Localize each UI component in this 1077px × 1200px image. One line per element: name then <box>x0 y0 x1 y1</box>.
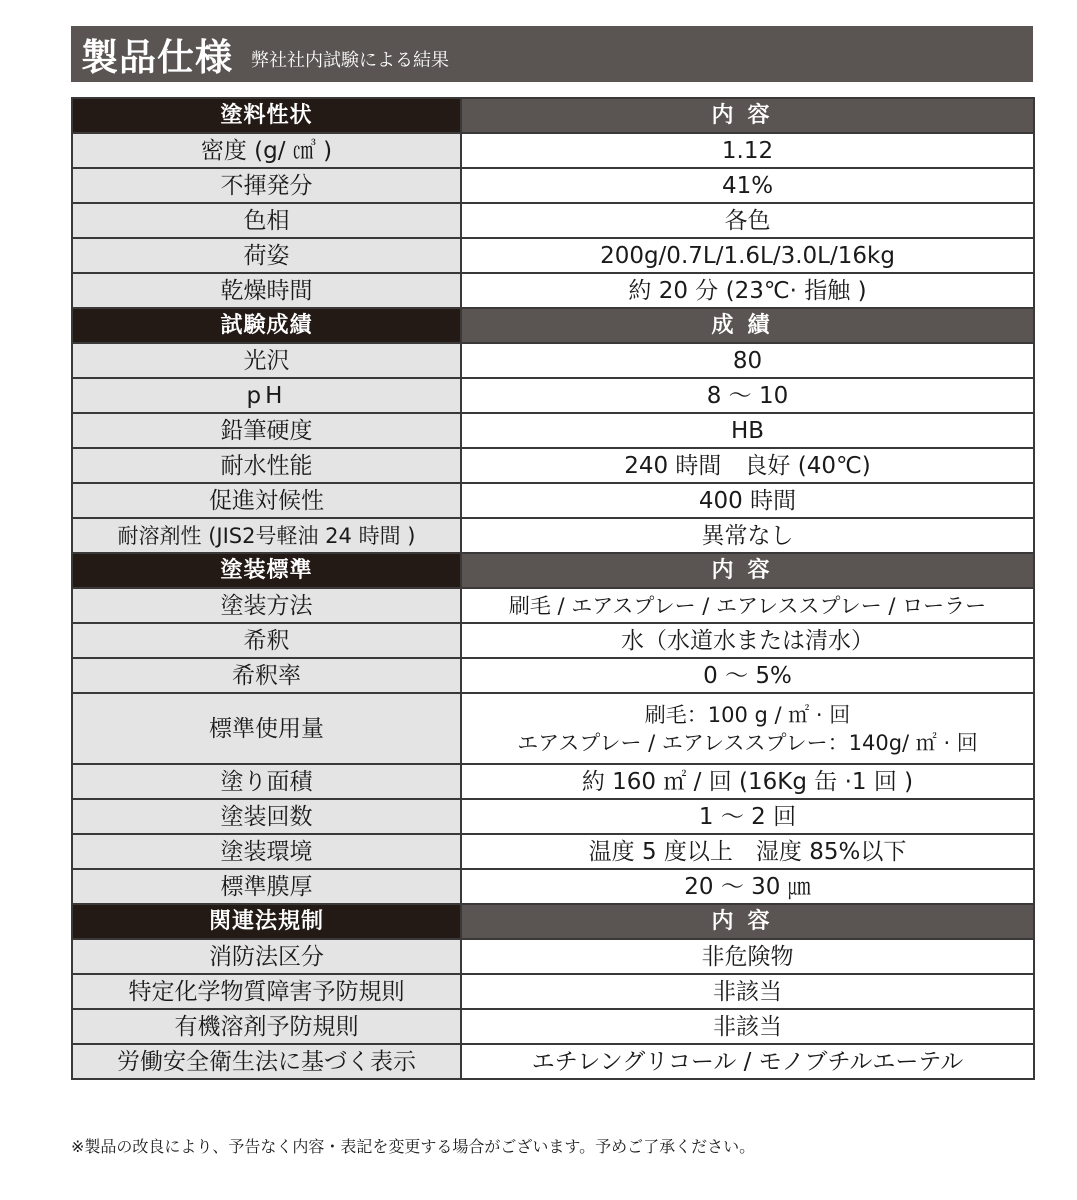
section-header-regulations <box>72 904 1034 939</box>
table-row <box>72 1044 1034 1079</box>
row-label: 色相 <box>72 203 461 238</box>
row-value: 8 〜 10 <box>461 378 1034 413</box>
table-row <box>72 238 1034 273</box>
row-value: 20 〜 30 ㎛ <box>461 869 1034 904</box>
row-value: 温度 5 度以上 湿度 85%以下 <box>461 834 1034 869</box>
section-heading-left: 塗料性状 <box>72 98 461 133</box>
row-value: 約 20 分 (23℃· 指触 ) <box>461 273 1034 308</box>
row-value-line: エアスプレー / エアレススプレー：140g/ ㎡ · 回 <box>517 730 978 755</box>
row-label: 塗装回数 <box>72 799 461 834</box>
table-row <box>72 799 1034 834</box>
row-value-line: 刷毛：100 g / ㎡ · 回 <box>644 702 851 727</box>
section-header-test-results <box>72 308 1034 343</box>
section-heading-right: 成績 <box>461 308 1034 343</box>
row-value: 240 時間 良好 (40℃) <box>461 448 1034 483</box>
table-row <box>72 133 1034 168</box>
table-row <box>72 834 1034 869</box>
row-value: 80 <box>461 343 1034 378</box>
table-row <box>72 623 1034 658</box>
row-label: 塗装方法 <box>72 588 461 623</box>
table-row <box>72 939 1034 974</box>
table-row <box>72 448 1034 483</box>
row-label: 希釈率 <box>72 658 461 693</box>
table-row <box>72 658 1034 693</box>
section-heading-right: 内容 <box>461 904 1034 939</box>
table-row <box>72 974 1034 1009</box>
row-label: 乾燥時間 <box>72 273 461 308</box>
row-label: 特定化学物質障害予防規則 <box>72 974 461 1009</box>
section-heading-right: 内容 <box>461 553 1034 588</box>
table-row <box>72 273 1034 308</box>
row-label: 希釈 <box>72 623 461 658</box>
page-subtitle: 弊社社内試験による結果 <box>251 50 449 71</box>
row-label: 密度 (g/ ㎤ ) <box>72 133 461 168</box>
footnote: ※製品の改良により、予告なく内容・表記を変更する場合がございます。予めご了承ください。 <box>71 1137 756 1156</box>
row-value: 41% <box>461 168 1034 203</box>
table-row <box>72 413 1034 448</box>
row-label: 耐水性能 <box>72 448 461 483</box>
table-row <box>72 869 1034 904</box>
table-row <box>72 693 1034 764</box>
row-label: 鉛筆硬度 <box>72 413 461 448</box>
row-value: 約 160 ㎡ / 回 (16Kg 缶 ·1 回 ) <box>461 764 1034 799</box>
row-value: 非該当 <box>461 974 1034 1009</box>
table-row <box>72 588 1034 623</box>
section-header-painting-standard <box>72 553 1034 588</box>
table-row <box>72 1009 1034 1044</box>
section-heading-left: 試験成績 <box>72 308 461 343</box>
row-value-multiline <box>461 693 1034 764</box>
row-label: 不揮発分 <box>72 168 461 203</box>
title-bar <box>71 26 1033 82</box>
section-heading-right: 内容 <box>461 98 1034 133</box>
section-heading-left: 塗装標準 <box>72 553 461 588</box>
spec-table <box>71 97 1035 1080</box>
table-row <box>72 343 1034 378</box>
row-label: 荷姿 <box>72 238 461 273</box>
table-row <box>72 168 1034 203</box>
row-value: 水（水道水または清水） <box>461 623 1034 658</box>
row-label: 塗り面積 <box>72 764 461 799</box>
row-value: 各色 <box>461 203 1034 238</box>
row-label: 有機溶剤予防規則 <box>72 1009 461 1044</box>
row-label: 消防法区分 <box>72 939 461 974</box>
row-label: pH <box>72 378 461 413</box>
row-label: 標準使用量 <box>72 693 461 764</box>
row-value: HB <box>461 413 1034 448</box>
row-value: 異常なし <box>461 518 1034 553</box>
row-value: 非危険物 <box>461 939 1034 974</box>
table-row <box>72 764 1034 799</box>
row-value: 200g/0.7L/1.6L/3.0L/16kg <box>461 238 1034 273</box>
row-label: 標準膜厚 <box>72 869 461 904</box>
row-label: 耐溶剤性 (JIS2号軽油 24 時間 ) <box>72 518 461 553</box>
section-header-paint-properties <box>72 98 1034 133</box>
row-value: 0 〜 5% <box>461 658 1034 693</box>
row-label: 塗装環境 <box>72 834 461 869</box>
table-row <box>72 483 1034 518</box>
page-title: 製品仕様 <box>81 36 233 79</box>
row-label: 光沢 <box>72 343 461 378</box>
row-value: エチレングリコール / モノブチルエーテル <box>461 1044 1034 1079</box>
section-heading-left: 関連法規制 <box>72 904 461 939</box>
row-label: 労働安全衛生法に基づく表示 <box>72 1044 461 1079</box>
table-row <box>72 518 1034 553</box>
row-value: 1 〜 2 回 <box>461 799 1034 834</box>
table-row <box>72 203 1034 238</box>
row-value: 400 時間 <box>461 483 1034 518</box>
row-value: 非該当 <box>461 1009 1034 1044</box>
row-value: 1.12 <box>461 133 1034 168</box>
row-value: 刷毛 / エアスプレー / エアレススプレー / ローラー <box>461 588 1034 623</box>
table-row <box>72 378 1034 413</box>
row-label: 促進対候性 <box>72 483 461 518</box>
